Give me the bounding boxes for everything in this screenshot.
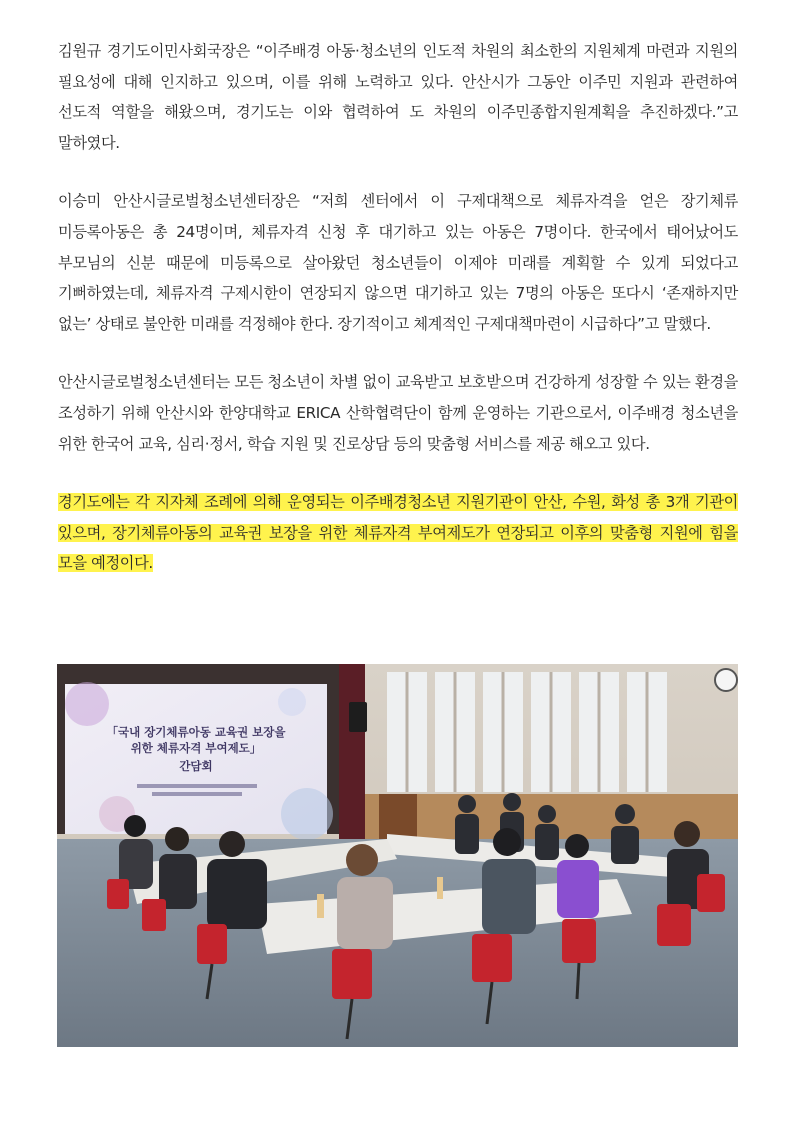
highlighted-text: 경기도에는 각 지자체 조례에 의해 운영되는 이주배경청소년 지원기관이 안산, 수원, 화성 총 3개 기관이 있으며, 장기체류아동의 교육권 보장을 위한 체류자격 부여제도가 연장되고 이후의 맞춤형 지원에 힘을 모을 예정이다. [58, 493, 738, 573]
paragraph-1: 김원규 경기도이민사회국장은 “이주배경 아동·청소년의 인도적 차원의 최소한의 지원체계 마련과 지원의 필요성에 대해 인지하고 있으며, 이를 위해 노력하고 있다. 안산시가 그동안 이주민 지원과 관련하여 선도적 역할을 해왔으며, 경기도는 이와 협력하여 도 차원의 이주민종합지원계획을 추진하겠다.”고 말하였다. [58, 42, 738, 152]
paragraph-2: 이승미 안산시글로벌청소년센터장은 “저희 센터에서 이 구제대책으로 체류자격을 얻은 장기체류 미등록아동은 총 24명이며, 체류자격 신청 후 대기하고 있는 아동은 7명이다. 한국에서 태어났어도 부모님의 신분 때문에 미등록으로 살아왔던 청소년들이 이제야 미래를 계획할 수 있게 되었다고 기뻐하였는데, 체류자격 구제시한이 연장되지 않으면 대기하고 있는 7명의 아동은 또다시 ‘존재하지만 없는’ 상태로 불안한 미래를 걱정해야 한다. 장기적이고 체계적인 구제대책마련이 시급하다”고 말했다. [58, 192, 738, 333]
meeting-photo-illustration [57, 664, 738, 1047]
paragraph-3: 안산시글로벌청소년센터는 모든 청소년이 차별 없이 교육받고 보호받으며 건강하게 성장할 수 있는 환경을 조성하기 위해 안산시와 한양대학교 ERICA 산학협력단이 함께 운영하는 기관으로서, 이주배경 청소년을 위한 한국어 교육, 심리·정서, 학습 지원 및 진로상담 등의 맞춤형 서비스를 제공 해오고 있다. [58, 373, 738, 453]
screen-title-line-1: 「국내 장기체류아동 교육권 보장을 [106, 725, 286, 739]
highlighted-paragraph [58, 487, 738, 579]
article-body [58, 36, 738, 607]
meeting-photo [57, 664, 738, 1047]
screen-title-line-2: 위한 체류자격 부여제도」 [130, 741, 262, 755]
screen-title-line-3: 간담회 [179, 759, 213, 773]
